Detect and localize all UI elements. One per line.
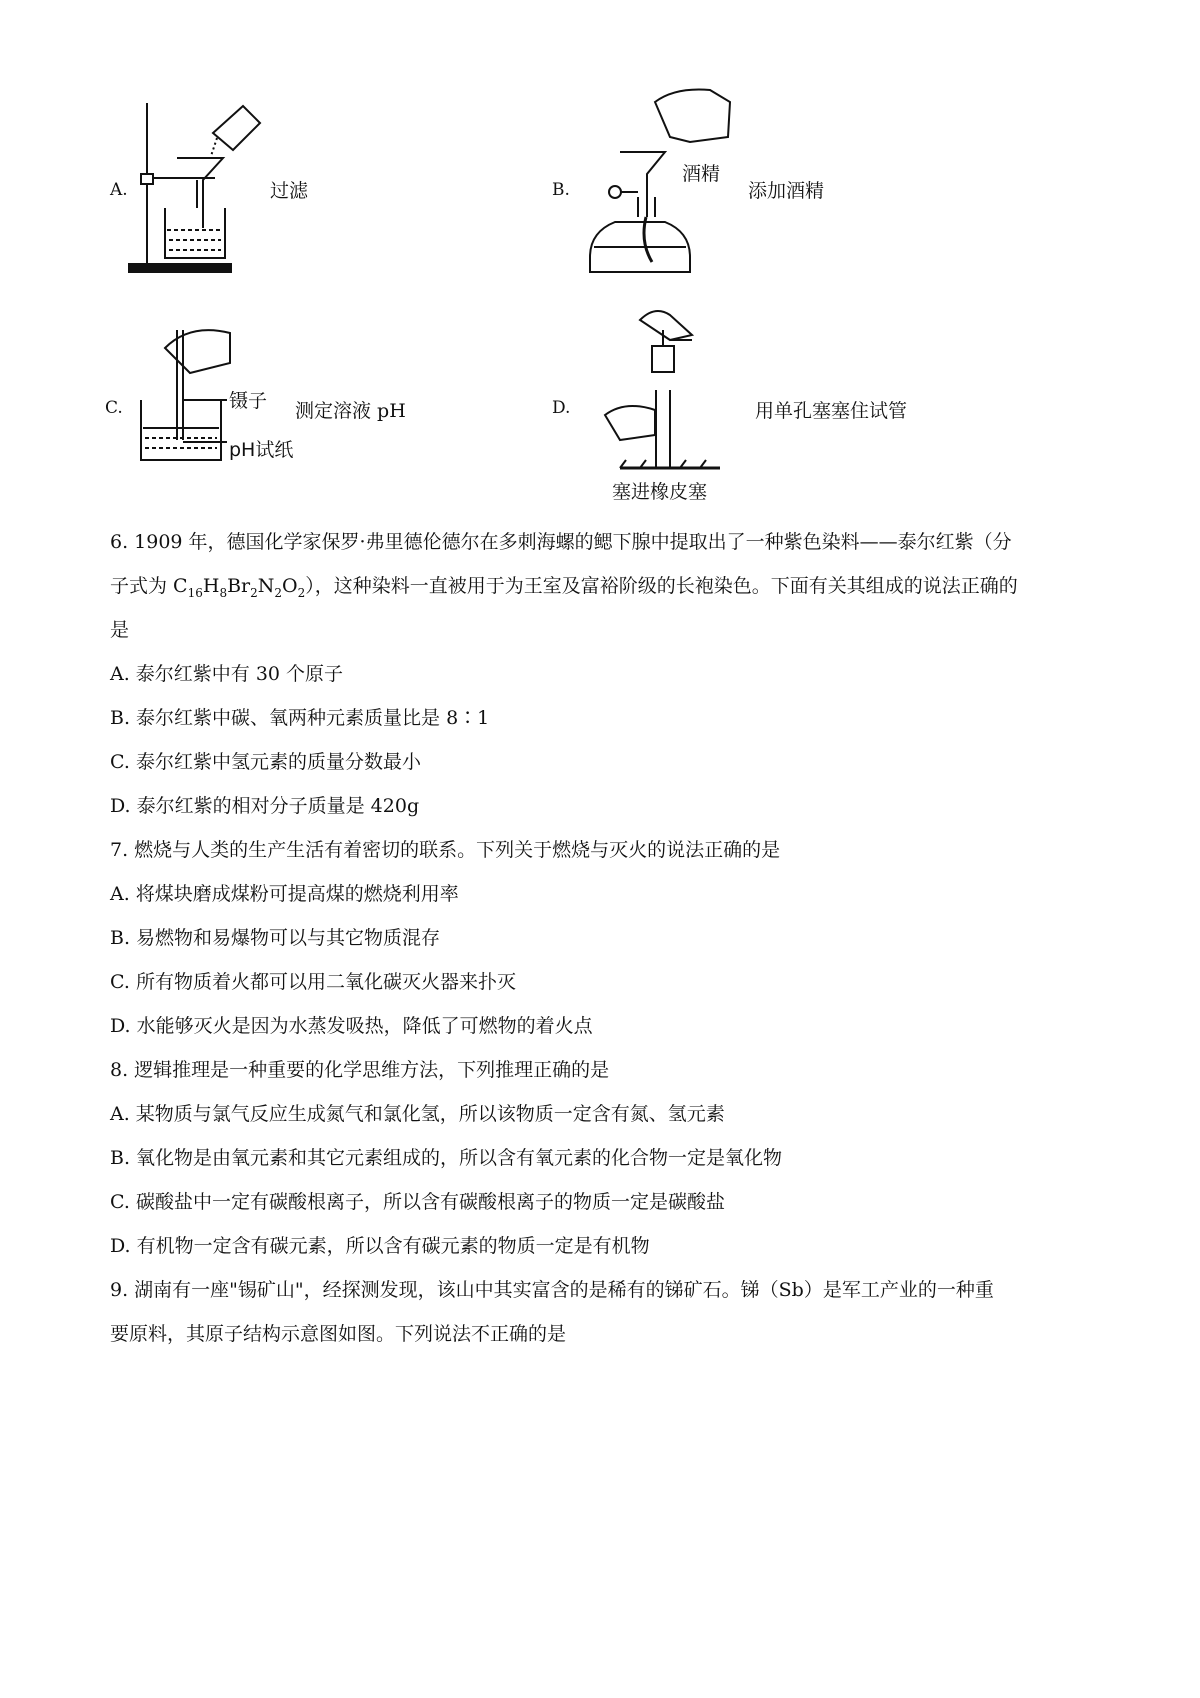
q7-stem: 7. 燃烧与人类的生产生活有着密切的联系。下列关于燃烧与灭火的说法正确的是 — [110, 839, 781, 861]
q6-stem-line-3: 是 — [110, 619, 130, 641]
option-c-letter: C. — [105, 398, 123, 418]
stopper-figure — [600, 300, 740, 510]
q7-option-d: D. 水能够灭火是因为水蒸发吸热，降低了可燃物的着火点 — [110, 1015, 593, 1037]
formula-sub-c: 16 — [187, 585, 203, 600]
formula-br: Br — [227, 575, 251, 597]
q7-option-a: A. 将煤块磨成煤粉可提高煤的燃烧利用率 — [110, 883, 459, 905]
q6-stem-line-1: 6. 1909 年，德国化学家保罗·弗里德伦德尔在多刺海螺的鳃下腺中提取出了一种紫色染料——泰尔红紫（分 — [110, 531, 1012, 553]
alcohol-lamp-figure — [580, 82, 750, 282]
ph-test-figure — [135, 318, 305, 468]
formula-sub-br: 2 — [250, 585, 258, 600]
ph-paper-label: pH试纸 — [229, 439, 294, 461]
filtration-figure — [125, 98, 265, 278]
option-d-letter: D. — [552, 398, 571, 418]
q6-option-a: A. 泰尔红紫中有 30 个原子 — [110, 663, 344, 685]
q6-option-d: D. 泰尔红紫的相对分子质量是 420g — [110, 795, 420, 817]
q9-stem-line-2: 要原料，其原子结构示意图如图。下列说法不正确的是 — [110, 1323, 567, 1345]
option-b-letter: B. — [552, 180, 570, 200]
q9-stem-line-1: 9. 湖南有一座"锡矿山"，经探测发现，该山中其实富含的是稀有的锑矿石。锑（Sb）是军工产业的一种重 — [110, 1279, 994, 1301]
q7-option-c: C. 所有物质着火都可以用二氧化碳灭火器来扑灭 — [110, 971, 516, 993]
formula-sub-o: 2 — [297, 585, 306, 600]
formula-h: H — [202, 575, 220, 597]
option-a-letter: A. — [110, 180, 128, 200]
q8-option-c: C. 碳酸盐中一定有碳酸根离子，所以含有碳酸根离子的物质一定是碳酸盐 — [110, 1191, 725, 1213]
option-a-caption: 过滤 — [270, 180, 309, 202]
q6-stem-line-2 — [110, 574, 1018, 605]
q7-option-b: B. 易燃物和易爆物可以与其它物质混存 — [110, 927, 441, 949]
formula-n: N — [257, 575, 275, 597]
q6-option-b: B. 泰尔红紫中碳、氧两种元素质量比是 8∶1 — [110, 707, 490, 729]
q6-stem-suffix: ），这种染料一直被用于为王室及富裕阶级的长袍染色。下面有关其组成的说法正确的 — [305, 575, 1018, 597]
q8-stem: 8. 逻辑推理是一种重要的化学思维方法，下列推理正确的是 — [110, 1059, 610, 1081]
q6-formula-prefix: 子式为 C — [110, 575, 188, 597]
option-b-caption: 添加酒精 — [748, 180, 825, 202]
q8-option-a: A. 某物质与氯气反应生成氮气和氯化氢，所以该物质一定含有氮、氢元素 — [110, 1103, 725, 1125]
q8-option-b: B. 氧化物是由氧元素和其它元素组成的，所以含有氧元素的化合物一定是氧化物 — [110, 1147, 783, 1169]
formula-sub-h: 8 — [219, 585, 228, 600]
q8-option-d: D. 有机物一定含有碳元素，所以含有碳元素的物质一定是有机物 — [110, 1235, 650, 1257]
stopper-label: 塞进橡皮塞 — [612, 481, 708, 503]
option-c-caption: 测定溶液 pH — [295, 400, 406, 422]
q6-option-c: C. 泰尔红紫中氢元素的质量分数最小 — [110, 751, 421, 773]
tweezers-label: 镊子 — [229, 390, 268, 412]
formula-o: O — [282, 575, 298, 597]
alcohol-label: 酒精 — [682, 163, 721, 185]
option-d-caption: 用单孔塞塞住试管 — [755, 400, 908, 422]
formula-sub-n: 2 — [274, 585, 283, 600]
